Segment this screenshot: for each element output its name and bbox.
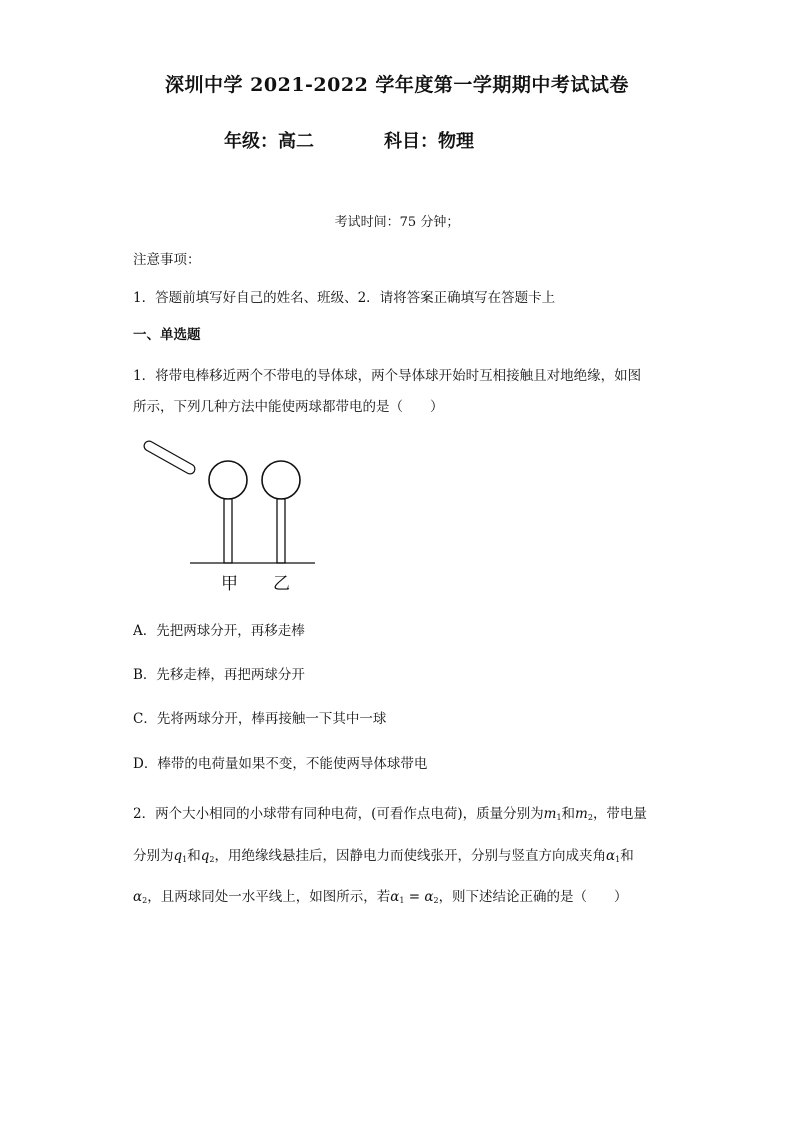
notice-item: 1．答题前填写好自己的姓名、班级、2．请将答案正确填写在答题卡上 (133, 290, 556, 306)
q2-text: 和 (561, 806, 576, 822)
charge-2: $q_2$ (200, 848, 215, 864)
mass-1: $m_1$ (543, 806, 562, 822)
label-jia: 甲 (221, 574, 238, 594)
q2-text: ，用绝缘线悬挂后，因静电力而使线张开，分别与竖直方向成夹角 (214, 848, 606, 864)
subject-label: 科目：物理 (384, 131, 474, 152)
mass-2: $m_2$ (575, 806, 593, 822)
question-2-line-1 (133, 802, 647, 822)
q2-text: 分别为 (133, 848, 174, 864)
notice-heading: 注意事项： (133, 252, 201, 268)
option-d: D．棒带的电荷量如果不变，不能使两导体球带电 (133, 756, 428, 772)
question-1-line-2: 所示，下列几种方法中能使两球都带电的是（ ） (133, 399, 444, 415)
q2-text: 和 (620, 848, 634, 864)
option-a: A．先把两球分开，再移走棒 (133, 623, 305, 639)
q2-text: ，且两球同处一水平线上，如图所示，若 (147, 889, 391, 905)
question-1-figure (135, 432, 320, 597)
q2-text: 2．两个大小相同的小球带有同种电荷，(可看作点电荷)，质量分别为 (133, 806, 544, 822)
question-1-line-1: 1．将带电棒移近两个不带电的导体球，两个导体球开始时互相接触且对地绝缘，如图 (133, 368, 642, 384)
charge-1: $q_1$ (173, 848, 188, 864)
question-2-line-3 (133, 885, 628, 905)
sphere-jia (209, 461, 247, 563)
grade-label: 年级：高二 (224, 131, 314, 152)
angle-2: $\alpha_2$ (133, 889, 148, 905)
section-heading: 一、单选题 (133, 327, 201, 343)
q2-text: ，带电量 (592, 806, 647, 822)
angle-1: $\alpha_1$ (606, 848, 621, 864)
exam-title: 深圳中学 2021-2022 学年度第一学期期中考试试卷 (165, 74, 629, 96)
q2-text: 和 (187, 848, 201, 864)
option-c: C．先将两球分开，棒再接触一下其中一球 (133, 711, 387, 727)
label-yi: 乙 (273, 574, 290, 594)
q2-text: ，则下述结论正确的是（ ） (438, 889, 628, 905)
question-2-line-2 (133, 844, 634, 864)
exam-time: 考试时间：75 分钟； (334, 215, 460, 230)
charged-rod (149, 446, 190, 469)
angle-equation: $\alpha_1 = \alpha_2$ (390, 889, 439, 905)
sphere-yi (262, 461, 300, 563)
option-b: B．先移走棒，再把两球分开 (133, 667, 305, 683)
